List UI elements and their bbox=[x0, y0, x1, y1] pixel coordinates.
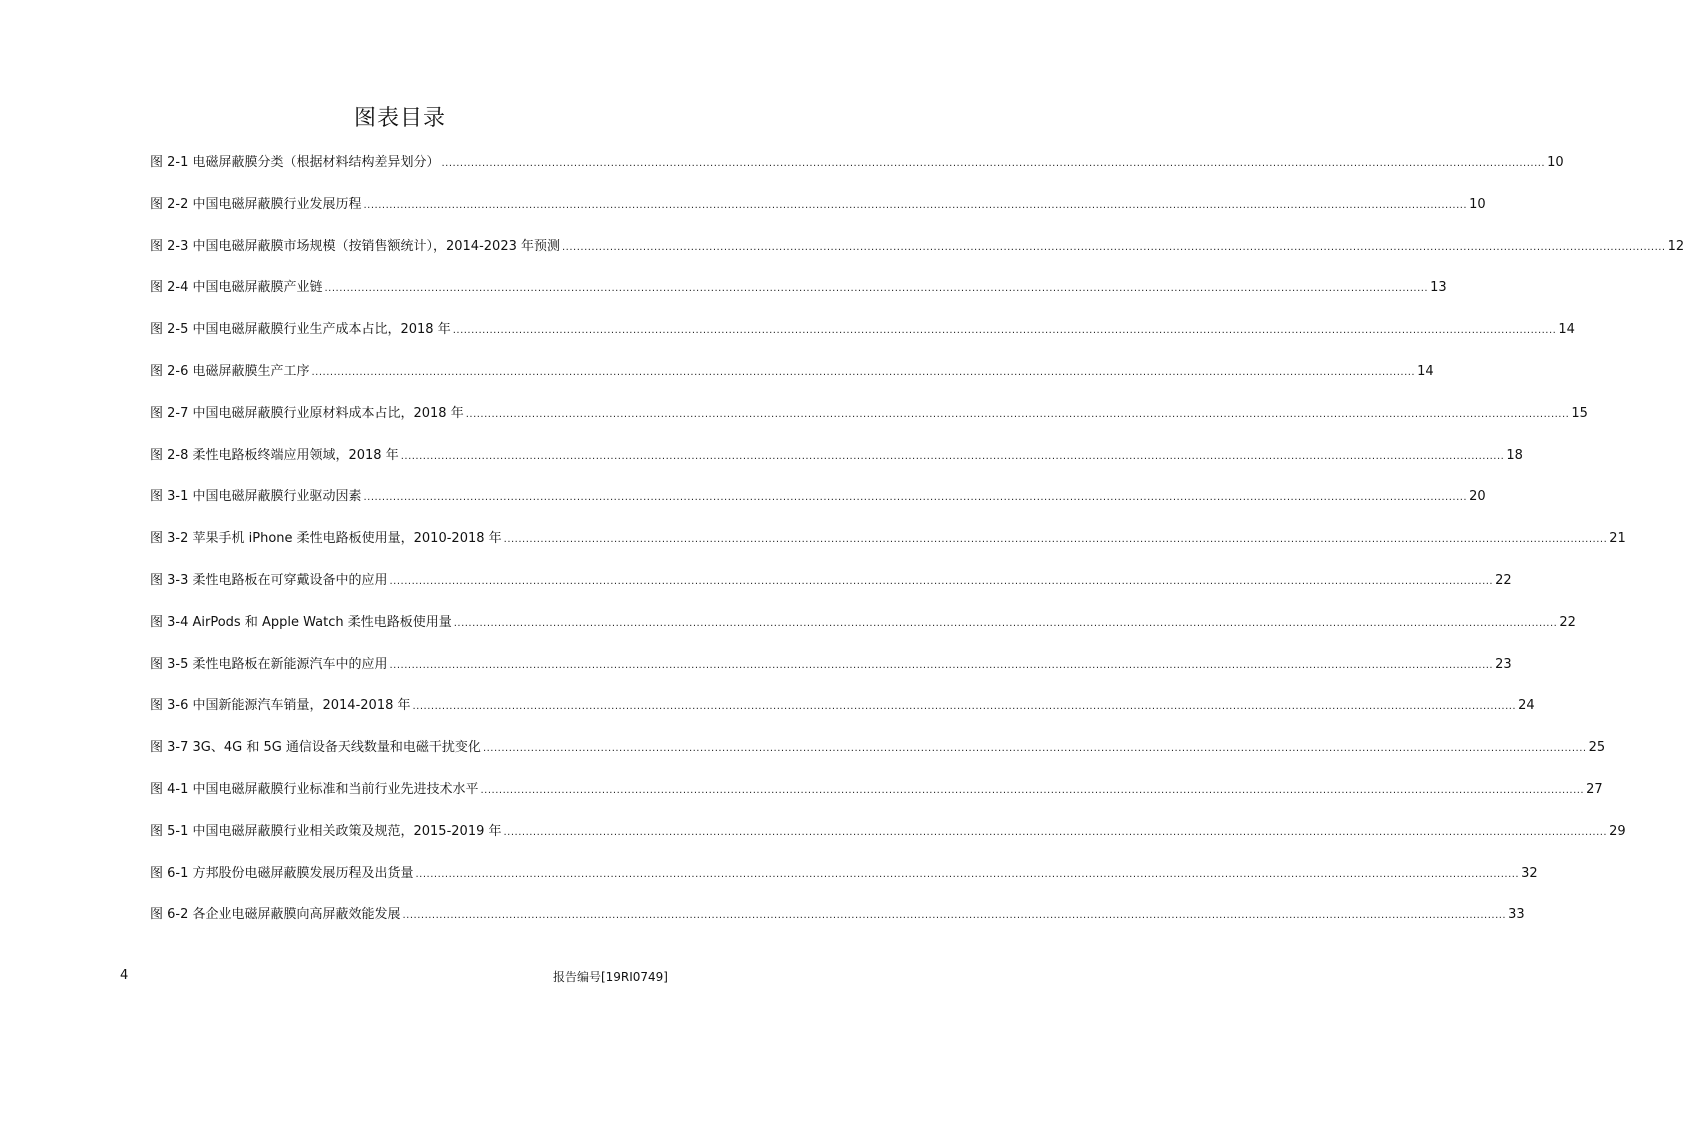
toc-entry[interactable] bbox=[150, 232, 1684, 256]
toc-leader-dots: ............................................................................................................................................................................................................................................................................................................ bbox=[400, 450, 1505, 462]
toc-entry-label: 图 2-2 中国电磁屏蔽膜行业发展历程 bbox=[150, 196, 362, 212]
toc-entry-page: 12 bbox=[1667, 238, 1684, 254]
toc-entry-label: 图 2-8 柔性电路板终端应用领域，2018 年 bbox=[150, 447, 399, 463]
toc-entry[interactable] bbox=[150, 608, 1576, 632]
toc-entry-page: 13 bbox=[1430, 280, 1447, 296]
toc-entry[interactable] bbox=[150, 733, 1606, 757]
toc-entry-label: 图 4-1 中国电磁屏蔽膜行业标准和当前行业先进技术水平 bbox=[150, 782, 479, 797]
toc-leader-dots: ............................................................................................................................................................................................................................................................................................................ bbox=[562, 241, 1666, 253]
toc-leader-dots: ............................................................................................................................................................................................................................................................................................................ bbox=[402, 910, 1507, 922]
toc-entry-label: 图 2-4 中国电磁屏蔽膜产业链 bbox=[150, 280, 323, 296]
toc-entry[interactable] bbox=[150, 859, 1538, 883]
page-number: 4 bbox=[120, 968, 129, 983]
toc-entry[interactable] bbox=[150, 190, 1486, 214]
toc-entry-page: 18 bbox=[1506, 447, 1523, 463]
toc-leader-dots: ............................................................................................................................................................................................................................................................................................................ bbox=[389, 659, 1494, 671]
toc-entry-page: 15 bbox=[1571, 405, 1588, 421]
toc-leader-dots: ............................................................................................................................................................................................................................................................................................................ bbox=[363, 492, 1468, 504]
toc-entry-label: 图 2-6 电磁屏蔽膜生产工序 bbox=[150, 364, 310, 379]
toc-leader-dots: ............................................................................................................................................................................................................................................................................................................ bbox=[480, 785, 1585, 796]
toc-leader-dots: ............................................................................................................................................................................................................................................................................................................ bbox=[412, 701, 1517, 713]
toc-entry-page: 27 bbox=[1586, 782, 1603, 797]
toc-leader-dots: ............................................................................................................................................................................................................................................................................................................ bbox=[503, 826, 1608, 838]
toc-entry-label: 图 3-2 苹果手机 iPhone 柔性电路板使用量，2010-2018 年 bbox=[150, 531, 502, 547]
toc-leader-dots: ............................................................................................................................................................................................................................................................................................................ bbox=[415, 868, 1520, 880]
page-title: 图表目录 bbox=[353, 106, 446, 131]
toc-leader-dots: ............................................................................................................................................................................................................................................................................................................ bbox=[324, 283, 1429, 295]
toc-entry-page: 24 bbox=[1518, 698, 1535, 714]
toc-entry[interactable] bbox=[150, 566, 1512, 590]
toc-entry-page: 20 bbox=[1469, 489, 1486, 505]
toc-entry-label: 图 3-7 3G、4G 和 5G 通信设备天线数量和电磁干扰变化 bbox=[150, 740, 481, 756]
toc-entry-page: 14 bbox=[1558, 322, 1575, 338]
toc-entry[interactable] bbox=[150, 441, 1523, 465]
toc-entry-label: 图 3-3 柔性电路板在可穿戴设备中的应用 bbox=[150, 573, 388, 588]
toc-entry[interactable] bbox=[150, 775, 1603, 799]
toc-entry-page: 29 bbox=[1609, 823, 1626, 839]
toc-entry-page: 14 bbox=[1417, 364, 1434, 379]
toc-entry[interactable] bbox=[150, 357, 1434, 381]
toc-leader-dots: ............................................................................................................................................................................................................................................................................................................ bbox=[389, 576, 1494, 587]
toc-entry-page: 22 bbox=[1559, 614, 1576, 630]
toc-entry-page: 22 bbox=[1495, 573, 1512, 588]
toc-leader-dots: ............................................................................................................................................................................................................................................................................................................ bbox=[465, 408, 1570, 420]
toc-entry-label: 图 3-1 中国电磁屏蔽膜行业驱动因素 bbox=[150, 489, 362, 505]
toc-entry-page: 23 bbox=[1495, 656, 1512, 672]
toc-entry-page: 25 bbox=[1588, 740, 1606, 756]
toc-leader-dots: ............................................................................................................................................................................................................................................................................................................ bbox=[311, 367, 1416, 378]
toc-leader-dots: ............................................................................................................................................................................................................................................................................................................ bbox=[441, 158, 1546, 169]
toc-entry-label: 图 2-1 电磁屏蔽膜分类（根据材料结构差异划分） bbox=[150, 155, 440, 170]
toc-entry-page: 10 bbox=[1547, 155, 1564, 170]
toc-entry[interactable] bbox=[150, 148, 1564, 172]
toc-entry-label: 图 2-3 中国电磁屏蔽膜市场规模（按销售额统计），2014-2023 年预测 bbox=[150, 238, 560, 254]
toc-entry[interactable] bbox=[150, 900, 1525, 924]
toc-leader-dots: ............................................................................................................................................................................................................................................................................................................ bbox=[363, 199, 1468, 211]
toc-entry-label: 图 2-5 中国电磁屏蔽膜行业生产成本占比，2018 年 bbox=[150, 322, 451, 338]
report-id: 报告编号[19RI0749] bbox=[552, 970, 668, 984]
toc-entry[interactable] bbox=[150, 817, 1626, 841]
toc-entry-label: 图 3-6 中国新能源汽车销量，2014-2018 年 bbox=[150, 698, 411, 714]
toc-entry-page: 21 bbox=[1609, 531, 1626, 547]
toc-entry-label: 图 6-2 各企业电磁屏蔽膜向高屏蔽效能发展 bbox=[150, 907, 401, 923]
toc-entry[interactable] bbox=[150, 650, 1512, 674]
toc-entry[interactable] bbox=[150, 524, 1626, 548]
toc-entry-page: 33 bbox=[1508, 907, 1525, 923]
toc-entry[interactable] bbox=[150, 482, 1486, 506]
toc-entry-label: 图 3-5 柔性电路板在新能源汽车中的应用 bbox=[150, 656, 388, 672]
toc-entry[interactable] bbox=[150, 691, 1535, 715]
toc-entry[interactable] bbox=[150, 315, 1575, 339]
toc-entry[interactable] bbox=[150, 273, 1447, 297]
toc-entry[interactable] bbox=[150, 399, 1588, 423]
toc-leader-dots: ............................................................................................................................................................................................................................................................................................................ bbox=[452, 325, 1557, 337]
toc-entry-page: 10 bbox=[1469, 196, 1486, 212]
toc-entry-page: 32 bbox=[1521, 865, 1538, 881]
toc-leader-dots: ............................................................................................................................................................................................................................................................................................................ bbox=[482, 743, 1587, 755]
toc-leader-dots: ............................................................................................................................................................................................................................................................................................................ bbox=[503, 534, 1608, 546]
toc-entry-label: 图 2-7 中国电磁屏蔽膜行业原材料成本占比，2018 年 bbox=[150, 405, 464, 421]
toc-entry-label: 图 6-1 方邦股份电磁屏蔽膜发展历程及出货量 bbox=[150, 865, 414, 881]
toc-entry-label: 图 5-1 中国电磁屏蔽膜行业相关政策及规范，2015-2019 年 bbox=[150, 823, 502, 839]
toc-leader-dots: ............................................................................................................................................................................................................................................................................................................ bbox=[453, 617, 1558, 629]
toc-entry-label: 图 3-4 AirPods 和 Apple Watch 柔性电路板使用量 bbox=[150, 614, 452, 630]
